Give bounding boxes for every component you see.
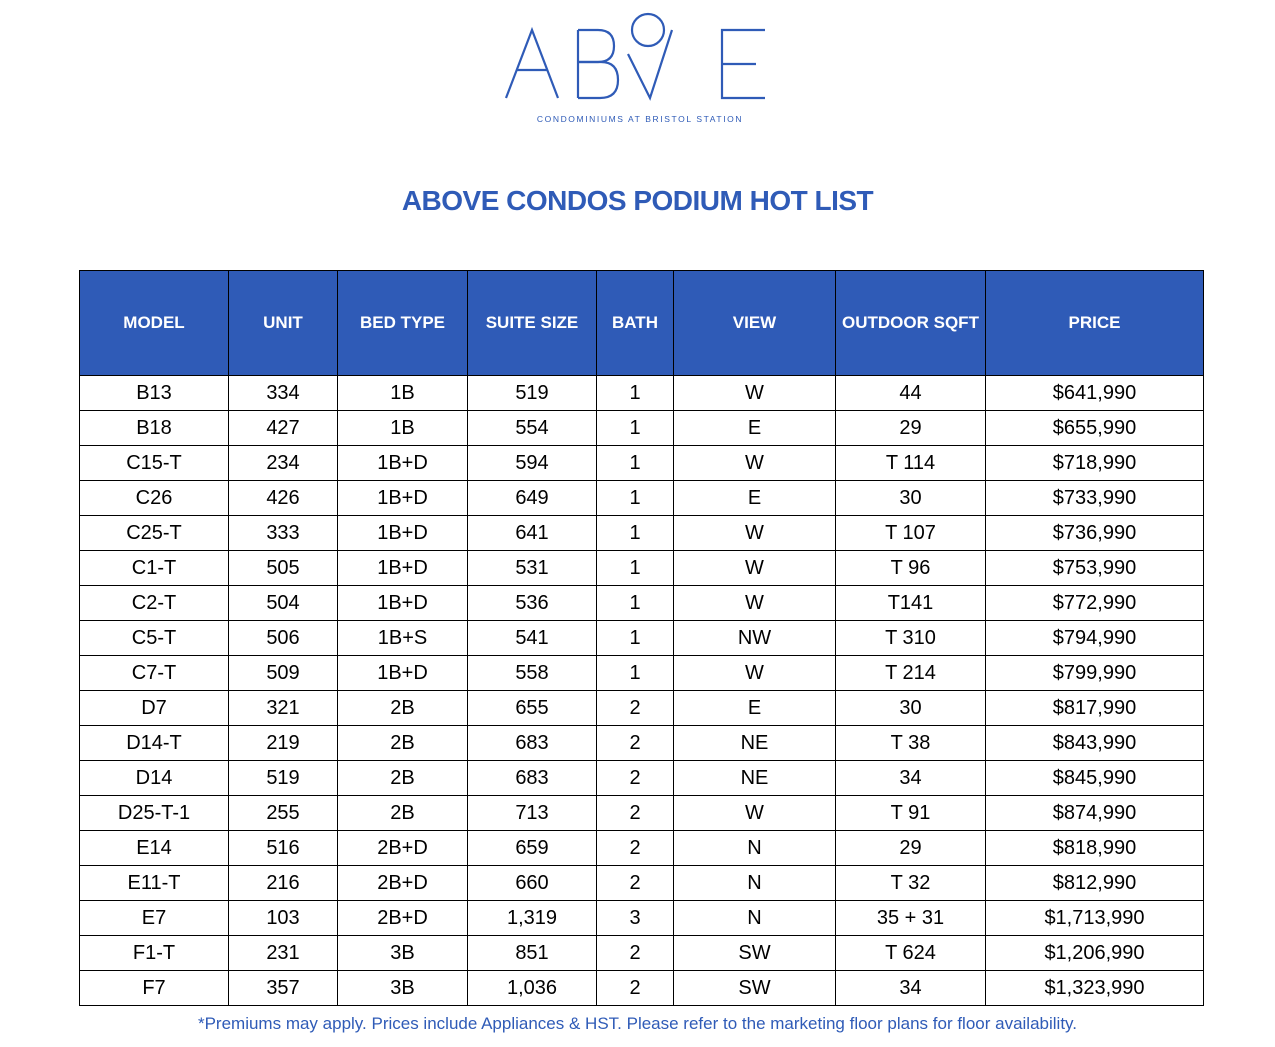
cell-suite-size: 594: [468, 446, 597, 481]
cell-unit: 334: [229, 376, 338, 411]
cell-view: N: [674, 901, 836, 936]
cell-bath: 2: [597, 971, 674, 1006]
cell-unit: 516: [229, 831, 338, 866]
table-row: [80, 411, 1204, 446]
cell-suite-size: 1,036: [468, 971, 597, 1006]
cell-outdoor-sqft: T 310: [836, 621, 986, 656]
cell-bed-type: 3B: [338, 936, 468, 971]
cell-view: W: [674, 376, 836, 411]
cell-unit: 509: [229, 656, 338, 691]
table-row: [80, 481, 1204, 516]
cell-unit: 427: [229, 411, 338, 446]
above-logo: [500, 8, 780, 133]
table-row: [80, 446, 1204, 481]
cell-suite-size: 554: [468, 411, 597, 446]
cell-model: C25-T: [80, 516, 229, 551]
cell-view: SW: [674, 971, 836, 1006]
cell-view: NW: [674, 621, 836, 656]
cell-model: C2-T: [80, 586, 229, 621]
cell-outdoor-sqft: 29: [836, 411, 986, 446]
cell-bath: 1: [597, 551, 674, 586]
table-row: [80, 761, 1204, 796]
cell-bed-type: 1B+D: [338, 446, 468, 481]
cell-model: C5-T: [80, 621, 229, 656]
cell-price: $843,990: [986, 726, 1204, 761]
cell-bed-type: 2B+D: [338, 866, 468, 901]
cell-unit: 321: [229, 691, 338, 726]
cell-bath: 2: [597, 796, 674, 831]
cell-bed-type: 1B+S: [338, 621, 468, 656]
cell-view: N: [674, 866, 836, 901]
cell-outdoor-sqft: T 114: [836, 446, 986, 481]
cell-suite-size: 655: [468, 691, 597, 726]
cell-price: $736,990: [986, 516, 1204, 551]
cell-bed-type: 2B: [338, 691, 468, 726]
cell-price: $845,990: [986, 761, 1204, 796]
cell-model: E7: [80, 901, 229, 936]
cell-outdoor-sqft: 34: [836, 761, 986, 796]
cell-view: E: [674, 691, 836, 726]
cell-model: F7: [80, 971, 229, 1006]
cell-suite-size: 659: [468, 831, 597, 866]
cell-price: $818,990: [986, 831, 1204, 866]
cell-bath: 1: [597, 586, 674, 621]
header-suite-size: SUITE SIZE: [468, 271, 597, 376]
cell-bath: 2: [597, 831, 674, 866]
cell-model: E11-T: [80, 866, 229, 901]
cell-unit: 216: [229, 866, 338, 901]
cell-suite-size: 641: [468, 516, 597, 551]
cell-bath: 2: [597, 866, 674, 901]
cell-bath: 1: [597, 656, 674, 691]
cell-bath: 3: [597, 901, 674, 936]
table-row: [80, 551, 1204, 586]
cell-suite-size: 531: [468, 551, 597, 586]
table-row: [80, 516, 1204, 551]
cell-bath: 1: [597, 481, 674, 516]
cell-bath: 1: [597, 411, 674, 446]
cell-price: $733,990: [986, 481, 1204, 516]
table-row: [80, 971, 1204, 1006]
header-bed-type: BED TYPE: [338, 271, 468, 376]
cell-view: W: [674, 586, 836, 621]
cell-outdoor-sqft: T 38: [836, 726, 986, 761]
cell-unit: 357: [229, 971, 338, 1006]
cell-bed-type: 1B+D: [338, 481, 468, 516]
table-row: [80, 586, 1204, 621]
cell-bed-type: 1B+D: [338, 656, 468, 691]
cell-bed-type: 2B+D: [338, 901, 468, 936]
cell-suite-size: 519: [468, 376, 597, 411]
cell-price: $1,206,990: [986, 936, 1204, 971]
cell-suite-size: 851: [468, 936, 597, 971]
cell-suite-size: 536: [468, 586, 597, 621]
cell-view: SW: [674, 936, 836, 971]
cell-model: D14-T: [80, 726, 229, 761]
cell-model: D7: [80, 691, 229, 726]
cell-outdoor-sqft: T 91: [836, 796, 986, 831]
table-row: [80, 726, 1204, 761]
cell-view: W: [674, 516, 836, 551]
cell-unit: 231: [229, 936, 338, 971]
cell-price: $1,323,990: [986, 971, 1204, 1006]
table-row: [80, 831, 1204, 866]
cell-bed-type: 2B: [338, 726, 468, 761]
cell-unit: 505: [229, 551, 338, 586]
table-row: [80, 691, 1204, 726]
cell-price: $641,990: [986, 376, 1204, 411]
cell-outdoor-sqft: T141: [836, 586, 986, 621]
cell-outdoor-sqft: T 96: [836, 551, 986, 586]
cell-model: F1-T: [80, 936, 229, 971]
cell-model: C7-T: [80, 656, 229, 691]
table-row: [80, 656, 1204, 691]
cell-view: E: [674, 411, 836, 446]
table-row: [80, 936, 1204, 971]
cell-unit: 506: [229, 621, 338, 656]
header-bath: BATH: [597, 271, 674, 376]
cell-view: E: [674, 481, 836, 516]
cell-suite-size: 649: [468, 481, 597, 516]
table-row: [80, 621, 1204, 656]
cell-unit: 504: [229, 586, 338, 621]
cell-view: N: [674, 831, 836, 866]
cell-unit: 234: [229, 446, 338, 481]
header-unit: UNIT: [229, 271, 338, 376]
cell-model: D25-T-1: [80, 796, 229, 831]
cell-outdoor-sqft: 29: [836, 831, 986, 866]
header-outdoor-sqft: OUTDOOR SQFT: [836, 271, 986, 376]
cell-model: B13: [80, 376, 229, 411]
table-header-row: [80, 271, 1204, 376]
cell-view: W: [674, 551, 836, 586]
cell-price: $655,990: [986, 411, 1204, 446]
cell-suite-size: 713: [468, 796, 597, 831]
cell-outdoor-sqft: T 107: [836, 516, 986, 551]
cell-model: C15-T: [80, 446, 229, 481]
cell-bath: 1: [597, 516, 674, 551]
cell-outdoor-sqft: T 32: [836, 866, 986, 901]
cell-unit: 426: [229, 481, 338, 516]
cell-suite-size: 683: [468, 726, 597, 761]
header-price: PRICE: [986, 271, 1204, 376]
cell-price: $772,990: [986, 586, 1204, 621]
cell-price: $874,990: [986, 796, 1204, 831]
cell-outdoor-sqft: 30: [836, 691, 986, 726]
cell-suite-size: 660: [468, 866, 597, 901]
cell-price: $817,990: [986, 691, 1204, 726]
cell-price: $753,990: [986, 551, 1204, 586]
cell-price: $1,713,990: [986, 901, 1204, 936]
cell-bed-type: 1B+D: [338, 551, 468, 586]
cell-unit: 255: [229, 796, 338, 831]
cell-bed-type: 3B: [338, 971, 468, 1006]
cell-model: E14: [80, 831, 229, 866]
cell-bed-type: 2B: [338, 796, 468, 831]
cell-model: D14: [80, 761, 229, 796]
cell-outdoor-sqft: 44: [836, 376, 986, 411]
cell-suite-size: 558: [468, 656, 597, 691]
table-row: [80, 796, 1204, 831]
page-title: ABOVE CONDOS PODIUM HOT LIST: [401, 185, 874, 216]
table-row: [80, 376, 1204, 411]
cell-view: W: [674, 656, 836, 691]
cell-bed-type: 2B+D: [338, 831, 468, 866]
cell-model: C1-T: [80, 551, 229, 586]
cell-bed-type: 1B: [338, 376, 468, 411]
table-row: [80, 866, 1204, 901]
cell-view: NE: [674, 761, 836, 796]
cell-bed-type: 1B+D: [338, 516, 468, 551]
cell-outdoor-sqft: 35 + 31: [836, 901, 986, 936]
cell-suite-size: 1,319: [468, 901, 597, 936]
cell-view: NE: [674, 726, 836, 761]
cell-bed-type: 1B: [338, 411, 468, 446]
cell-price: $718,990: [986, 446, 1204, 481]
cell-view: W: [674, 796, 836, 831]
cell-bath: 1: [597, 621, 674, 656]
cell-unit: 519: [229, 761, 338, 796]
cell-unit: 103: [229, 901, 338, 936]
cell-bath: 1: [597, 446, 674, 481]
cell-model: C26: [80, 481, 229, 516]
hot-list-table: [79, 270, 1204, 1006]
footnote: *Premiums may apply. Prices include Appliances & HST. Please refer to the marketing floor plans for floor availability.: [197, 1014, 1078, 1033]
header-model: MODEL: [80, 271, 229, 376]
cell-bath: 2: [597, 761, 674, 796]
cell-price: $812,990: [986, 866, 1204, 901]
logo-tagline: CONDOMINIUMS AT BRISTOL STATION: [536, 114, 744, 124]
table-row: [80, 901, 1204, 936]
cell-price: $799,990: [986, 656, 1204, 691]
cell-outdoor-sqft: 30: [836, 481, 986, 516]
cell-unit: 333: [229, 516, 338, 551]
cell-bath: 2: [597, 936, 674, 971]
cell-outdoor-sqft: T 624: [836, 936, 986, 971]
cell-bed-type: 1B+D: [338, 586, 468, 621]
cell-view: W: [674, 446, 836, 481]
cell-bath: 2: [597, 726, 674, 761]
cell-outdoor-sqft: T 214: [836, 656, 986, 691]
cell-bath: 2: [597, 691, 674, 726]
header-view: VIEW: [674, 271, 836, 376]
cell-suite-size: 683: [468, 761, 597, 796]
cell-bed-type: 2B: [338, 761, 468, 796]
cell-price: $794,990: [986, 621, 1204, 656]
cell-unit: 219: [229, 726, 338, 761]
cell-bath: 1: [597, 376, 674, 411]
cell-outdoor-sqft: 34: [836, 971, 986, 1006]
cell-suite-size: 541: [468, 621, 597, 656]
cell-model: B18: [80, 411, 229, 446]
